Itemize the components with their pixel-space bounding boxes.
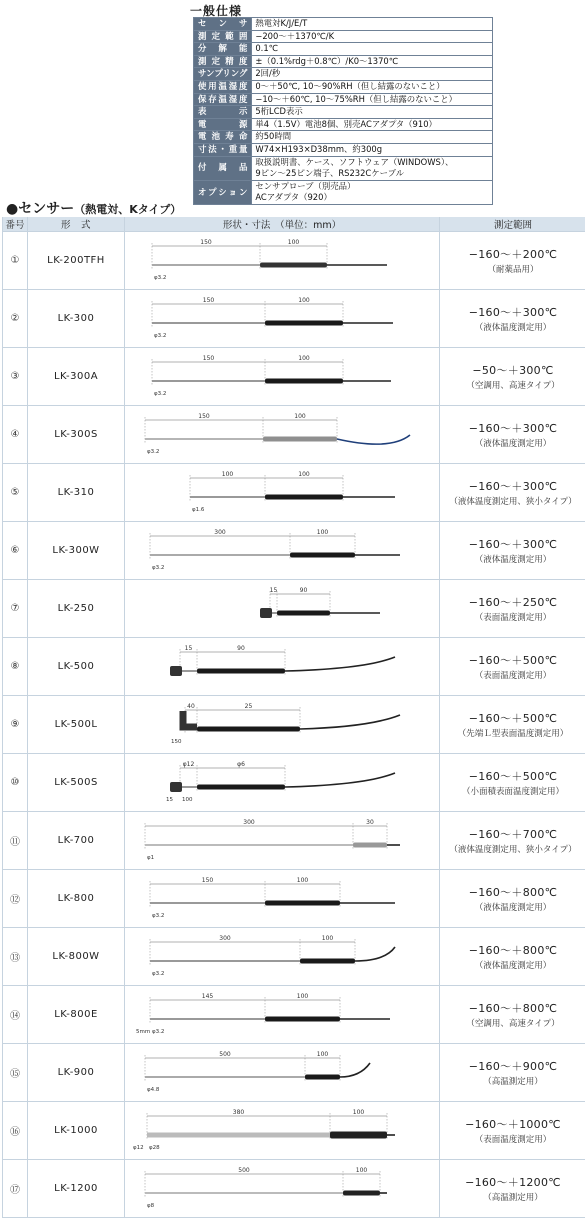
- spec-value-line: −200〜＋1370℃/K: [255, 30, 335, 41]
- probe-drawing: [125, 870, 439, 927]
- spec-value: [252, 30, 493, 43]
- probe-stem: [145, 438, 263, 440]
- diameter-label: φ3.2: [154, 333, 167, 339]
- dimension-label-extra: 5mm: [136, 1029, 151, 1035]
- spec-value-line: 熱電対K/J/E/T: [255, 18, 308, 28]
- sensor-range: −160〜＋300℃: [468, 538, 558, 551]
- sensor-row: [3, 986, 585, 1044]
- spec-value-line: 0〜＋50℃, 10〜90%RH（但し結露のないこと）: [255, 80, 445, 91]
- dimension-label-1: 15: [184, 645, 193, 652]
- sensor-number: ⑨: [3, 696, 28, 754]
- spec-row: [194, 180, 493, 204]
- spec-value: [252, 68, 493, 81]
- sensor-model: LK-200TFH: [28, 232, 125, 290]
- dimension-label-1: 15: [269, 587, 278, 594]
- dimension-label-2: 100: [355, 1167, 368, 1174]
- sensor-row: [3, 290, 585, 348]
- sensor-shape-cell: [125, 522, 440, 580]
- sensor-model: LK-1000: [28, 1102, 125, 1160]
- sensor-row: [3, 812, 585, 870]
- dimension-label-1: 100: [221, 471, 234, 478]
- sensor-range-cell: [440, 1102, 585, 1160]
- dimension-label-1: 500: [238, 1167, 250, 1174]
- dimension-label-1: φ12: [182, 761, 195, 768]
- spec-value: [252, 55, 493, 68]
- dimension-label-2: 25: [244, 703, 253, 710]
- sensor-usage-note: （液体温度測定用）: [474, 903, 552, 913]
- probe-drawing: [125, 638, 439, 695]
- spec-row: [194, 118, 493, 131]
- dimension-label-1: 145: [201, 993, 214, 1000]
- spec-key: センサ: [194, 18, 252, 31]
- probe-drawing: [125, 290, 439, 347]
- spec-key: オプション: [194, 180, 252, 204]
- sensor-range: −50〜＋300℃: [472, 364, 554, 377]
- probe-handle: [265, 901, 340, 906]
- dimension-label-2: 100: [316, 1051, 329, 1058]
- spec-value: [252, 118, 493, 131]
- sensor-range: −160〜＋1200℃: [465, 1176, 561, 1189]
- spec-key: 測定範囲: [194, 30, 252, 43]
- probe-stem: [145, 1076, 305, 1078]
- sensor-number: ⑪: [3, 812, 28, 870]
- sensor-model: LK-300W: [28, 522, 125, 580]
- sensor-number: ⑦: [3, 580, 28, 638]
- sensor-shape-cell: [125, 986, 440, 1044]
- sensor-row: [3, 1160, 585, 1218]
- dimension-label-1: 150: [202, 355, 215, 362]
- spec-row: [194, 55, 493, 68]
- dimension-label-1: 300: [219, 935, 231, 942]
- sensor-shape-cell: [125, 1102, 440, 1160]
- spec-value: [252, 143, 493, 156]
- sensor-range-cell: [440, 232, 585, 290]
- sensor-shape-cell: [125, 290, 440, 348]
- probe-handle: [197, 727, 300, 732]
- dimension-label-extra: 150: [171, 739, 182, 745]
- dimension-label-1: 150: [202, 297, 215, 304]
- sensor-range-cell: [440, 870, 585, 928]
- probe-handle: [265, 321, 343, 326]
- probe-handle: [265, 495, 343, 500]
- dimension-label-1: 300: [243, 819, 255, 826]
- sensor-number: ⑮: [3, 1044, 28, 1102]
- sensor-model: LK-1200: [28, 1160, 125, 1218]
- probe-cable: [285, 657, 395, 671]
- dimension-label-2: 90: [299, 587, 308, 594]
- sensor-model: LK-250: [28, 580, 125, 638]
- diameter-label: φ1: [147, 855, 155, 861]
- header-model: 形 式: [28, 217, 125, 232]
- probe-drawing: [125, 812, 439, 869]
- spec-key: 寸法・重量: [194, 143, 252, 156]
- probe-drawing: [125, 464, 439, 521]
- sensor-range: −160〜＋300℃: [468, 480, 558, 493]
- spec-key: 付属品: [194, 156, 252, 180]
- sensor-usage-note: （液体温度測定用、狭小タイプ）: [449, 497, 577, 507]
- spec-row: [194, 131, 493, 144]
- sensor-model: LK-300A: [28, 348, 125, 406]
- probe-handle: [197, 669, 285, 674]
- dimension-label-2: 100: [294, 413, 306, 420]
- sensor-row: [3, 522, 585, 580]
- section-heading: ●センサー: [6, 201, 75, 217]
- sensor-usage-note: （先端Ｌ型表面温度測定用）: [457, 729, 569, 739]
- sensor-shape-cell: [125, 928, 440, 986]
- sensor-usage-note: （高温測定用）: [483, 1193, 543, 1203]
- probe-head: [260, 608, 272, 618]
- probe-drawing: [125, 348, 439, 405]
- probe-stem: [145, 1192, 343, 1194]
- probe-head: [170, 666, 182, 676]
- sensor-range-cell: [440, 812, 585, 870]
- probe-handle: [260, 263, 327, 268]
- sensor-range: −160〜＋1000℃: [465, 1118, 561, 1131]
- probe-stem: [150, 960, 300, 962]
- section-subtitle: （熱電対、Kタイプ）: [74, 203, 182, 216]
- sensor-range-cell: [440, 522, 585, 580]
- sensor-number: ①: [3, 232, 28, 290]
- sensor-model: LK-800E: [28, 986, 125, 1044]
- spec-value: [252, 43, 493, 56]
- sensor-row: [3, 348, 585, 406]
- sensor-table: [2, 217, 585, 1218]
- sensor-model: LK-310: [28, 464, 125, 522]
- diameter-label: φ4.8: [147, 1087, 160, 1093]
- sensor-number: ③: [3, 348, 28, 406]
- probe-handle: [277, 611, 330, 616]
- probe-stem: [152, 380, 265, 382]
- dimension-label-2: 90: [237, 645, 245, 652]
- dimension-label-2: 100: [298, 471, 310, 478]
- probe-drawing: [125, 1044, 439, 1101]
- sensor-row: [3, 464, 585, 522]
- sensor-range: −160〜＋800℃: [468, 1002, 558, 1015]
- sensor-range-cell: [440, 986, 585, 1044]
- sensor-shape-cell: [125, 870, 440, 928]
- sensor-range: −160〜＋500℃: [468, 712, 558, 725]
- spec-value-line: ±（0.1%rdg＋0.8℃）/K0〜1370℃: [255, 55, 399, 66]
- sensor-usage-note: （表面温度測定用）: [474, 671, 552, 681]
- diameter-label: φ3.2: [152, 971, 165, 977]
- sensor-model: LK-500S: [28, 754, 125, 812]
- spec-value-line: W74×H193×D38mm、約300g: [255, 143, 383, 154]
- dimension-label-2: 100: [287, 239, 300, 246]
- spec-value-line: 9ピン〜25ピン端子、RS232Cケーブル: [255, 168, 405, 179]
- spec-value-line: 5桁LCD表示: [255, 106, 303, 117]
- spec-row: [194, 143, 493, 156]
- sensor-shape-cell: [125, 812, 440, 870]
- probe-handle: [197, 785, 285, 790]
- diameter-label: φ3.2: [152, 913, 165, 919]
- sensor-shape-cell: [125, 1044, 440, 1102]
- dimension-label-2: 100: [321, 935, 334, 942]
- probe-head: [170, 782, 182, 792]
- sensor-number: ⑥: [3, 522, 28, 580]
- sensor-range-cell: [440, 406, 585, 464]
- probe-drawing: [125, 754, 439, 811]
- sensor-number: ⑫: [3, 870, 28, 928]
- spec-row: [194, 80, 493, 93]
- sensor-number: ⑩: [3, 754, 28, 812]
- probe-l-head: [183, 711, 197, 727]
- sensor-shape-cell: [125, 696, 440, 754]
- header-range: 測定範囲: [440, 217, 585, 232]
- spec-value: [252, 131, 493, 144]
- probe-drawing: [125, 406, 439, 463]
- dimension-label-2: φ6: [237, 761, 245, 768]
- sensor-model: LK-300S: [28, 406, 125, 464]
- spec-row: [194, 93, 493, 106]
- sensor-row: [3, 232, 585, 290]
- sensor-usage-note: （液体温度測定用）: [474, 555, 552, 565]
- sensor-range: −160〜＋300℃: [468, 422, 558, 435]
- probe-handle: [343, 1191, 380, 1196]
- probe-cable: [337, 435, 410, 444]
- sensor-range-cell: [440, 754, 585, 812]
- probe-handle: [263, 437, 337, 442]
- dimension-label-2: 100: [298, 355, 310, 362]
- dimension-label-1: 300: [214, 529, 226, 536]
- sensor-row: [3, 870, 585, 928]
- sensor-usage-note: （液体温度測定用）: [474, 439, 552, 449]
- diameter-label: φ1.6: [192, 507, 205, 513]
- sensor-row: [3, 1102, 585, 1160]
- diameter-label: φ8: [147, 1203, 155, 1209]
- sensor-range: −160〜＋800℃: [468, 944, 558, 957]
- sensor-row: [3, 928, 585, 986]
- dimension-label-2: 100: [296, 877, 309, 884]
- header-no: 番号: [3, 217, 28, 232]
- sensor-range-cell: [440, 580, 585, 638]
- sensor-usage-note: （液体温度測定用）: [474, 323, 552, 333]
- sensor-usage-note: （液体温度測定用）: [474, 961, 552, 971]
- probe-handle: [265, 379, 343, 384]
- spec-value-line: 取扱説明書、ケース、ソフトウェア（WINDOWS）、: [255, 156, 454, 167]
- sensor-row: [3, 696, 585, 754]
- sensor-usage-note: （高温測定用）: [483, 1077, 543, 1087]
- sensor-usage-note: （表面温度測定用）: [474, 1135, 552, 1145]
- sensor-range: −160〜＋300℃: [468, 306, 558, 319]
- sensor-number: ⑬: [3, 928, 28, 986]
- spec-value-line: ACアダプタ（920）: [255, 192, 332, 203]
- sensor-shape-cell: [125, 754, 440, 812]
- probe-stem: [147, 1133, 330, 1138]
- probe-stem: [152, 322, 265, 324]
- probe-cable: [300, 715, 400, 729]
- sensor-number: ⑤: [3, 464, 28, 522]
- diameter-label: φ28: [149, 1145, 160, 1151]
- spec-value-line: −10〜＋60℃, 10〜75%RH（但し結露のないこと）: [255, 93, 458, 104]
- spec-value: [252, 106, 493, 119]
- dimension-label-1: 150: [198, 413, 210, 420]
- dimension-label-extra: 100: [182, 797, 193, 803]
- spec-key: 保存温湿度: [194, 93, 252, 106]
- sensor-row: [3, 580, 585, 638]
- probe-handle: [353, 843, 387, 848]
- dimension-label-1: 500: [219, 1051, 231, 1058]
- sensor-range: −160〜＋500℃: [468, 770, 558, 783]
- probe-cable: [355, 947, 395, 961]
- sensor-model: LK-300: [28, 290, 125, 348]
- sensor-number: ②: [3, 290, 28, 348]
- dimension-label-1: 40: [187, 703, 195, 710]
- probe-drawing: [125, 580, 439, 637]
- dimension-label-1: 380: [232, 1109, 245, 1116]
- diameter-label: φ3.2: [154, 391, 167, 397]
- sensor-usage-note: （空調用、高速タイプ）: [466, 381, 560, 391]
- dimension-label-1: 150: [201, 877, 214, 884]
- spec-row: [194, 106, 493, 119]
- probe-stem: [180, 670, 197, 672]
- probe-stem: [150, 902, 265, 904]
- spec-table: [193, 17, 493, 205]
- sensor-range-cell: [440, 696, 585, 754]
- sensor-row: [3, 754, 585, 812]
- spec-row: [194, 156, 493, 180]
- probe-drawing: [125, 1160, 439, 1217]
- sensor-shape-cell: [125, 232, 440, 290]
- dimension-label-extra: 15: [166, 797, 173, 803]
- spec-key: 分解能: [194, 43, 252, 56]
- probe-drawing: [125, 986, 439, 1043]
- dimension-label-2: 100: [296, 993, 309, 1000]
- spec-value-line: 2回/秒: [255, 68, 281, 79]
- probe-handle: [265, 1017, 340, 1022]
- sensor-model: LK-800: [28, 870, 125, 928]
- spec-row: [194, 18, 493, 31]
- sensor-shape-cell: [125, 464, 440, 522]
- sensor-range-cell: [440, 464, 585, 522]
- sensor-number: ⑯: [3, 1102, 28, 1160]
- probe-cable: [340, 1063, 370, 1077]
- sensor-number: ⑭: [3, 986, 28, 1044]
- spec-row: [194, 43, 493, 56]
- sensor-range-cell: [440, 928, 585, 986]
- sensor-range: −160〜＋200℃: [468, 248, 558, 261]
- probe-handle: [330, 1132, 387, 1139]
- probe-stem: [180, 786, 197, 788]
- sensor-shape-cell: [125, 580, 440, 638]
- spec-key: 測定精度: [194, 55, 252, 68]
- spec-value-line: 0.1℃: [255, 43, 279, 54]
- sensor-shape-cell: [125, 1160, 440, 1218]
- header-shape: 形状・寸法 （単位：mm）: [125, 217, 440, 232]
- sensor-range: −160〜＋800℃: [468, 886, 558, 899]
- sensor-model: LK-500: [28, 638, 125, 696]
- spec-value: [252, 18, 493, 31]
- spec-row: [194, 30, 493, 43]
- dimension-label-2: 100: [316, 529, 329, 536]
- sensor-usage-note: （表面温度測定用）: [474, 613, 552, 623]
- sensor-range: −160〜＋250℃: [468, 596, 558, 609]
- sensor-row: [3, 406, 585, 464]
- sensor-usage-note: （小面積表面温度測定用）: [461, 787, 564, 797]
- probe-stem: [190, 496, 265, 498]
- sensor-model: LK-700: [28, 812, 125, 870]
- dimension-label-2: 100: [352, 1109, 365, 1116]
- dimension-label-2: 100: [298, 297, 310, 304]
- sensor-range: −160〜＋900℃: [468, 1060, 558, 1073]
- spec-value: [252, 80, 493, 93]
- sensor-range-cell: [440, 290, 585, 348]
- sensor-model: LK-900: [28, 1044, 125, 1102]
- probe-stem: [150, 1018, 265, 1020]
- diameter-label: φ3.2: [152, 565, 165, 571]
- probe-drawing: [125, 1102, 439, 1159]
- sensor-range-cell: [440, 1044, 585, 1102]
- spec-value-line: 約50時間: [255, 131, 292, 142]
- sensor-range: −160〜＋700℃: [468, 828, 558, 841]
- dimension-label-extra: φ12: [133, 1145, 144, 1151]
- diameter-label: φ3.2: [154, 275, 167, 281]
- sensor-range: −160〜＋500℃: [468, 654, 558, 667]
- sensor-row: [3, 1044, 585, 1102]
- spec-row: [194, 68, 493, 81]
- section-title: [6, 198, 181, 218]
- sensor-number: ④: [3, 406, 28, 464]
- spec-value-line: 単4（1.5V）電池8個、別売ACアダプタ（910）: [255, 118, 437, 129]
- sensor-usage-note: （耐薬品用）: [487, 265, 539, 275]
- spec-key: 使用温湿度: [194, 80, 252, 93]
- sensor-number: ⑧: [3, 638, 28, 696]
- probe-handle: [300, 959, 355, 964]
- sensor-range-cell: [440, 638, 585, 696]
- sensor-row: [3, 638, 585, 696]
- diameter-label: φ3.2: [152, 1029, 165, 1035]
- probe-stem: [152, 264, 260, 266]
- sensor-model: LK-500L: [28, 696, 125, 754]
- dimension-label-2: 30: [366, 819, 374, 826]
- sensor-number: ⑰: [3, 1160, 28, 1218]
- sensor-shape-cell: [125, 638, 440, 696]
- spec-key: 電池寿命: [194, 131, 252, 144]
- spec-key: サンプリング: [194, 68, 252, 81]
- sensor-usage-note: （空調用、高速タイプ）: [466, 1019, 560, 1029]
- sensor-shape-cell: [125, 406, 440, 464]
- sensor-usage-note: （液体温度測定用、狭小タイプ）: [449, 845, 577, 855]
- dimension-label-1: 150: [200, 239, 212, 246]
- probe-drawing: [125, 928, 439, 985]
- spec-value: [252, 93, 493, 106]
- spec-title: 一般仕様: [190, 4, 243, 18]
- probe-drawing: [125, 232, 439, 289]
- probe-handle: [290, 553, 355, 558]
- probe-cable: [285, 773, 395, 787]
- spec-value: [252, 156, 493, 180]
- probe-stem: [145, 844, 353, 846]
- probe-handle: [305, 1075, 340, 1080]
- probe-drawing: [125, 522, 439, 579]
- probe-stem: [150, 554, 290, 556]
- sensor-range-cell: [440, 348, 585, 406]
- spec-value-line: センサプローブ（別売品）: [255, 180, 356, 191]
- sensor-range-cell: [440, 1160, 585, 1218]
- sensor-shape-cell: [125, 348, 440, 406]
- sensor-model: LK-800W: [28, 928, 125, 986]
- spec-value: [252, 180, 493, 204]
- diameter-label: φ3.2: [147, 449, 160, 455]
- spec-key: 表示: [194, 106, 252, 119]
- spec-key: 電源: [194, 118, 252, 131]
- probe-drawing: [125, 696, 439, 753]
